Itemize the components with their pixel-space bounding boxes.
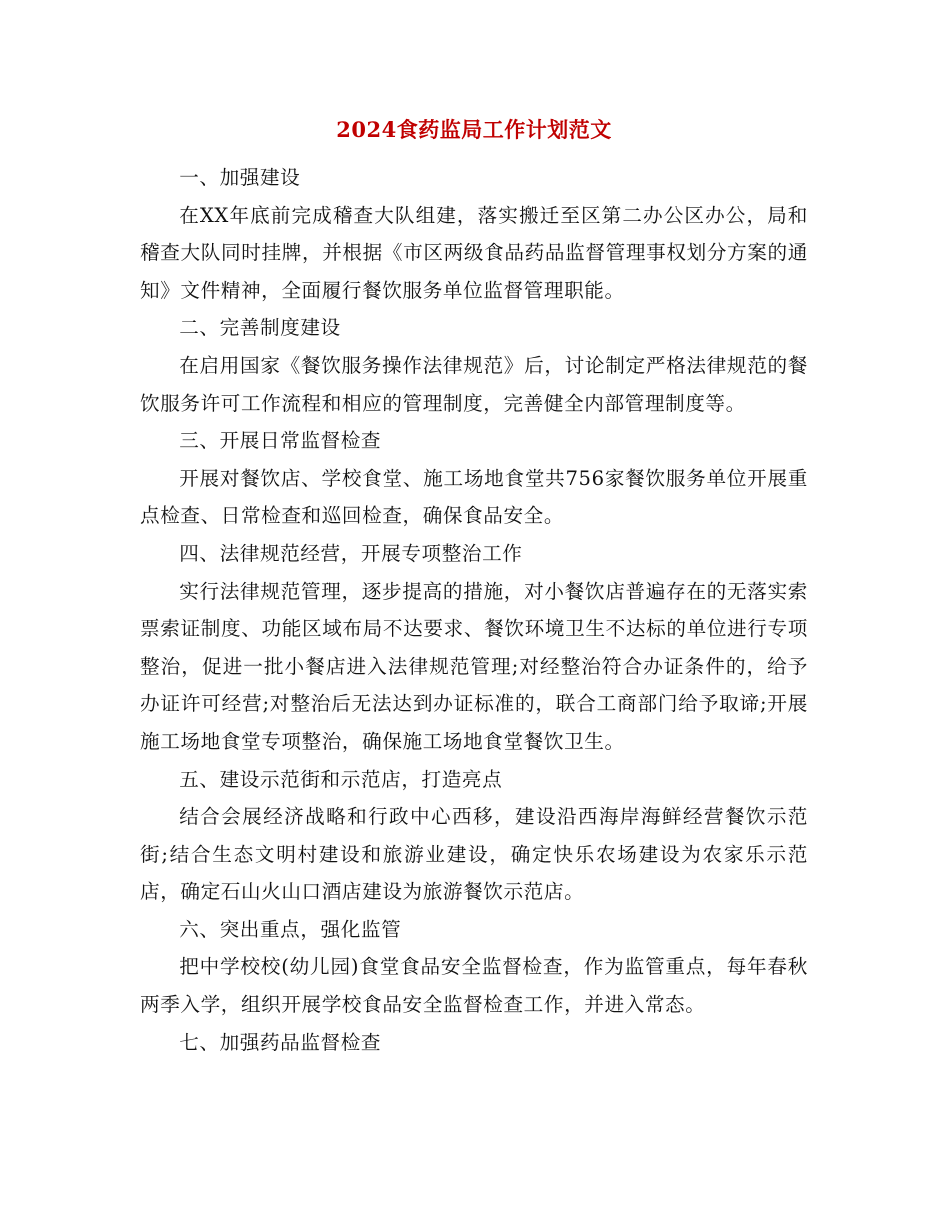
section-body-3: 开展对餐饮店、学校食堂、施工场地食堂共756家餐饮服务单位开展重点检查、日常检查和巡回检查，确保食品安全。 xyxy=(140,466,808,528)
document-title: 2024食药监局工作计划范文 xyxy=(336,117,612,142)
section-body-6: 把中学校校(幼儿园)食堂食品安全监督检查，作为监管重点，每年春秋两季入学，组织开展学校食品安全监督检查工作，并进入常态。 xyxy=(140,955,808,1017)
section-body-1: 在XX年底前完成稽查大队组建，落实搬迁至区第二办公区办公，局和稽查大队同时挂牌，并根据《市区两级食品药品监督管理事权划分方案的通知》文件精神，全面履行餐饮服务单位监督管理职能。 xyxy=(140,203,808,302)
section-heading-7: 七、加强药品监督检查 xyxy=(179,1030,382,1054)
document-body xyxy=(140,159,808,1061)
section-heading-4: 四、法律规范经营，开展专项整治工作 xyxy=(179,541,523,565)
section-body-2: 在启用国家《餐饮服务操作法律规范》后，讨论制定严格法律规范的餐饮服务许可工作流程和相应的管理制度，完善健全内部管理制度等。 xyxy=(140,353,808,415)
section-heading-1: 一、加强建设 xyxy=(179,166,301,189)
section-body-5: 结合会展经济战略和行政中心西移，建设沿西海岸海鲜经营餐饮示范街;结合生态文明村建设和旅游业建设，确定快乐农场建设为农家乐示范店，确定石山火山口酒店建设为旅游餐饮示范店。 xyxy=(140,805,808,904)
section-heading-6: 六、突出重点，强化监管 xyxy=(179,917,402,941)
document-page xyxy=(140,0,808,1061)
section-heading-3: 三、开展日常监督检查 xyxy=(179,429,382,453)
section-heading-5: 五、建设示范街和示范店，打造亮点 xyxy=(179,767,503,791)
section-body-4: 实行法律规范管理，逐步提高的措施，对小餐饮店普遍存在的无落实索票索证制度、功能区域布局不达要求、餐饮环境卫生不达标的单位进行专项整治，促进一批小餐店进入法律规范管理;对经整治符合办证条件的，给予办证许可经营;对整治后无法达到办证标准的，联合工商部门给予取谛;开展施工场地食堂专项整治，确保施工场地食堂餐饮卫生。 xyxy=(140,579,808,753)
section-heading-2: 二、完善制度建设 xyxy=(179,316,341,340)
